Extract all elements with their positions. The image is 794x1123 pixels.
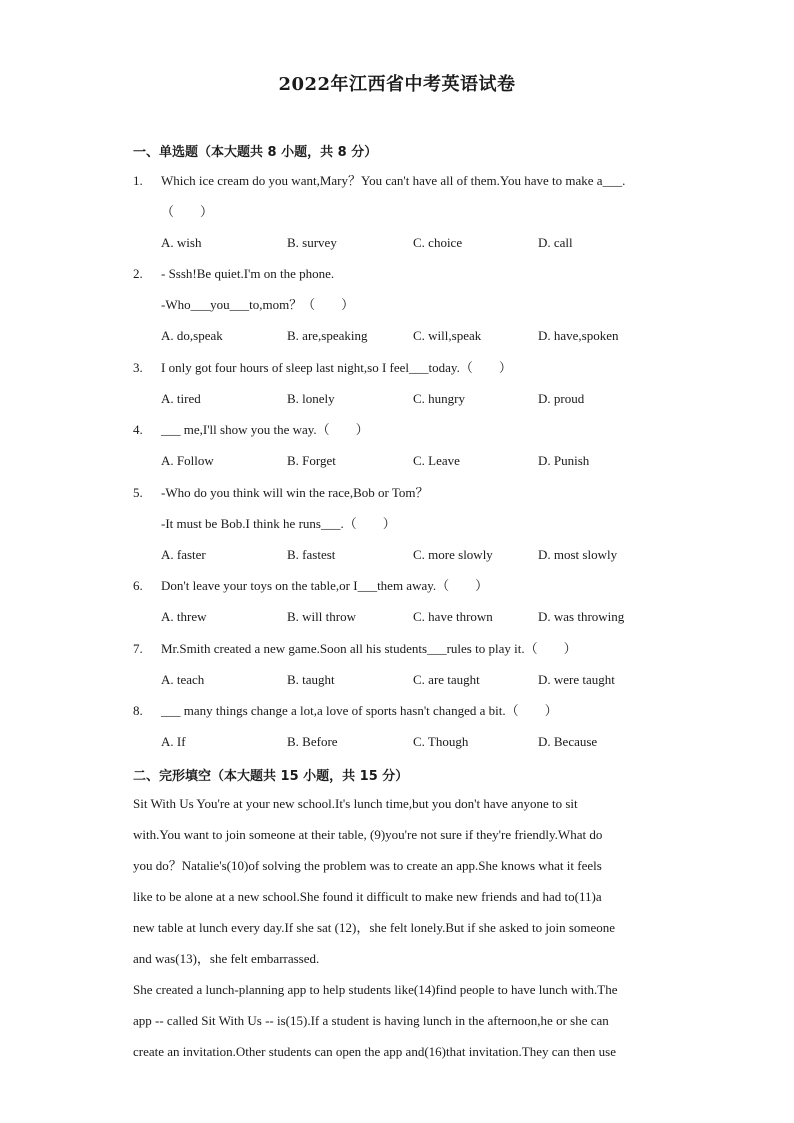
option-d: D. have,spoken <box>538 328 619 343</box>
option-a: A. tired <box>161 391 201 406</box>
options-row <box>161 445 681 476</box>
option-b: B. Forget <box>287 453 336 468</box>
question-number: 6. <box>133 578 143 593</box>
question-text: ___ me,I'll show you the way.（ ） <box>161 422 369 437</box>
passage-line: and was(13)，she felt embarrassed. <box>133 951 320 966</box>
option-d: D. Because <box>538 734 598 749</box>
option-d: D. most slowly <box>538 547 618 562</box>
option-d: D. was throwing <box>538 609 625 624</box>
option-b: B. will throw <box>287 609 356 624</box>
section-heading-cloze: 二、完形填空（本大题共 15 小题，共 15 分） <box>133 769 409 784</box>
option-a: A. Follow <box>161 453 214 468</box>
option-b: B. Before <box>287 734 338 749</box>
question-4 <box>133 414 673 445</box>
option-c: C. have thrown <box>413 609 493 624</box>
options-row <box>161 726 681 757</box>
question-number: 8. <box>133 703 143 718</box>
option-d: D. were taught <box>538 672 615 687</box>
page-title: 2022年江西省中考英语试卷 <box>278 74 516 95</box>
option-d: D. proud <box>538 391 585 406</box>
question-text: ___ many things change a lot,a love of sports hasn't changed a bit.（ ） <box>161 703 558 718</box>
options-row <box>161 539 681 570</box>
option-c: C. choice <box>413 235 463 250</box>
passage-line: app -- called Sit With Us -- is(15).If a student is having lunch in the afternoon,he or she can <box>133 1013 609 1028</box>
question-8 <box>133 695 673 726</box>
option-a: A. wish <box>161 235 202 250</box>
option-a: A. threw <box>161 609 207 624</box>
option-c: C. Though <box>413 734 469 749</box>
question-number: 2. <box>133 266 143 281</box>
passage-line: Sit With Us You're at your new school.It's lunch time,but you don't have anyone to sit <box>133 796 578 811</box>
question-number: 5. <box>133 485 143 500</box>
option-b: B. survey <box>287 235 337 250</box>
question-text: I only got four hours of sleep last night,so I feel___today.（ ） <box>161 360 512 375</box>
option-c: C. are taught <box>413 672 480 687</box>
options-row <box>161 664 681 695</box>
option-b: B. lonely <box>287 391 335 406</box>
question-text: -It must be Bob.I think he runs___.（ ） <box>161 516 396 531</box>
option-b: B. fastest <box>287 547 336 562</box>
question-text: Which ice cream do you want,Mary？You can't have all of them.You have to make a___. <box>161 173 626 188</box>
option-a: A. If <box>161 734 186 749</box>
cloze-passage <box>133 788 663 1067</box>
passage-line: with.You want to join someone at their table, (9)you're not sure if they're friendly.What do <box>133 827 603 842</box>
options-row <box>161 601 681 632</box>
option-a: A. faster <box>161 547 206 562</box>
option-a: A. teach <box>161 672 205 687</box>
question-2 <box>133 258 673 320</box>
passage-line: create an invitation.Other students can open the app and(16)that invitation.They can then use <box>133 1044 617 1059</box>
question-5 <box>133 477 673 539</box>
question-text: Mr.Smith created a new game.Soon all his students___rules to play it.（ ） <box>161 641 577 656</box>
option-d: D. call <box>538 235 573 250</box>
options-row <box>161 320 681 351</box>
question-text: （ ） <box>161 204 214 219</box>
question-text: -Who do you think will win the race,Bob or Tom？ <box>161 485 429 500</box>
passage-line: you do？Natalie's(10)of solving the problem was to create an app.She knows what it feels <box>133 858 602 873</box>
option-c: C. hungry <box>413 391 465 406</box>
question-6 <box>133 570 673 601</box>
passage-line: She created a lunch-planning app to help students like(14)find people to have lunch with.The <box>133 982 618 997</box>
question-text: -Who___you___to,mom？（ ） <box>161 297 355 312</box>
option-c: C. will,speak <box>413 328 482 343</box>
passage-line: new table at lunch every day.If she sat (12)，she felt lonely.But if she asked to join someone <box>133 920 616 935</box>
question-number: 4. <box>133 422 143 437</box>
options-row <box>161 383 681 414</box>
option-c: C. more slowly <box>413 547 493 562</box>
question-1 <box>133 165 673 227</box>
section-heading-single-choice: 一、单选题（本大题共 8 小题，共 8 分） <box>133 145 378 160</box>
option-b: B. are,speaking <box>287 328 368 343</box>
question-3 <box>133 352 673 383</box>
options-row <box>161 227 681 258</box>
option-c: C. Leave <box>413 453 460 468</box>
option-a: A. do,speak <box>161 328 223 343</box>
passage-line: like to be alone at a new school.She found it difficult to make new friends and had to(11)a <box>133 889 602 904</box>
question-number: 3. <box>133 360 143 375</box>
question-number: 1. <box>133 173 143 188</box>
question-number: 7. <box>133 641 143 656</box>
option-d: D. Punish <box>538 453 590 468</box>
question-7 <box>133 633 673 664</box>
question-text: Don't leave your toys on the table,or I___them away.（ ） <box>161 578 489 593</box>
option-b: B. taught <box>287 672 335 687</box>
question-text: - Sssh!Be quiet.I'm on the phone. <box>161 266 335 281</box>
